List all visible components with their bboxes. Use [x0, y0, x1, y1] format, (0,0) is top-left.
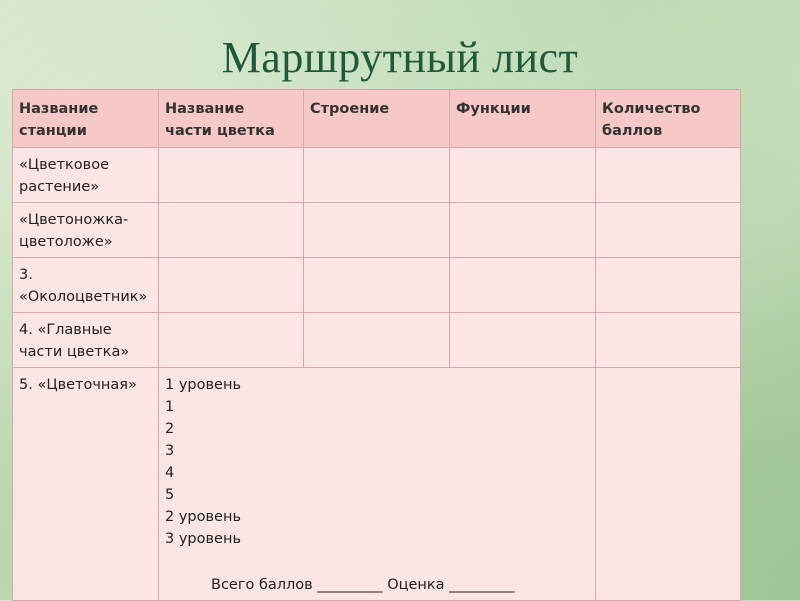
- table-row: [13, 258, 741, 313]
- structure-cell[interactable]: [304, 203, 450, 258]
- score-cell[interactable]: [596, 148, 741, 203]
- level-item: 2: [165, 421, 175, 437]
- header-station-name: Название станции: [13, 90, 159, 148]
- header-functions: Функции: [450, 90, 596, 148]
- table-header-row: [13, 90, 741, 148]
- functions-cell[interactable]: [450, 258, 596, 313]
- level-item: 5: [165, 487, 175, 503]
- table-row: [13, 148, 741, 203]
- score-cell[interactable]: [596, 368, 741, 601]
- levels-cell[interactable]: [159, 368, 596, 601]
- station-cell: «Цветоножка-цветоложе»: [13, 203, 159, 258]
- page-title: Маршрутный лист: [221, 33, 579, 82]
- level-item: 1 уровень: [165, 377, 241, 393]
- table-row: [13, 313, 741, 368]
- flower-part-cell[interactable]: [159, 258, 304, 313]
- level-item: 3 уровень: [165, 531, 241, 547]
- route-sheet-table: [12, 89, 741, 601]
- functions-cell[interactable]: [450, 203, 596, 258]
- flower-part-cell[interactable]: [159, 313, 304, 368]
- level-item: 1: [165, 399, 175, 415]
- score-cell[interactable]: [596, 203, 741, 258]
- flower-part-cell[interactable]: [159, 203, 304, 258]
- structure-cell[interactable]: [304, 148, 450, 203]
- totals-line: Всего баллов _________ Оценка _________: [211, 577, 515, 593]
- level-item: 2 уровень: [165, 509, 241, 525]
- header-structure: Строение: [304, 90, 450, 148]
- structure-cell[interactable]: [304, 258, 450, 313]
- station-cell: 5. «Цветочная»: [13, 368, 159, 601]
- structure-cell[interactable]: [304, 313, 450, 368]
- level-item: 3: [165, 443, 175, 459]
- header-flower-part: Название части цветка: [159, 90, 304, 148]
- level-item: 4: [165, 465, 175, 481]
- levels-list: [165, 374, 587, 550]
- table-row: [13, 203, 741, 258]
- table-row: [13, 368, 741, 601]
- score-cell[interactable]: [596, 258, 741, 313]
- score-cell[interactable]: [596, 313, 741, 368]
- header-score: Количество баллов: [596, 90, 741, 148]
- station-cell: «Цветковое растение»: [13, 148, 159, 203]
- station-cell: 4. «Главные части цветка»: [13, 313, 159, 368]
- functions-cell[interactable]: [450, 313, 596, 368]
- flower-part-cell[interactable]: [159, 148, 304, 203]
- functions-cell[interactable]: [450, 148, 596, 203]
- station-cell: 3. «Околоцветник»: [13, 258, 159, 313]
